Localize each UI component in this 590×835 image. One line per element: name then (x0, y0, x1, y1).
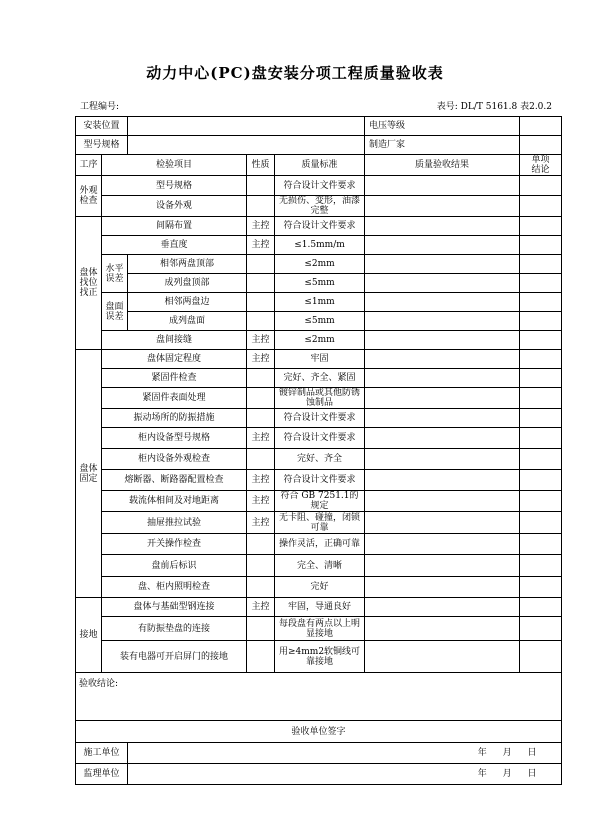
signature-row (76, 764, 562, 785)
result-cell[interactable] (365, 617, 520, 641)
table-row (76, 217, 562, 236)
standard-cell: 完好、齐全、紧固 (275, 369, 365, 388)
install-location-value[interactable] (128, 117, 365, 136)
nature-cell: 主控 (247, 236, 275, 255)
voltage-level-value[interactable] (520, 117, 562, 136)
col-result: 质量验收结果 (365, 155, 520, 176)
standard-cell: 符合设计文件要求 (275, 409, 365, 428)
construction-unit-date[interactable] (128, 743, 562, 764)
item-label: 紧固件检查 (102, 369, 247, 388)
standard-cell: 无卡阻、碰撞，闭锁可靠 (275, 512, 365, 534)
standard-cell: 镀锌制品或其他防锈蚀制品 (275, 388, 365, 409)
conclusion-cell[interactable] (520, 512, 562, 534)
group-surface-error: 盘面 误差 (102, 293, 128, 331)
conclusion-cell[interactable] (520, 409, 562, 428)
year-label: 年 (477, 769, 487, 779)
result-cell[interactable] (365, 534, 520, 555)
conclusion-cell[interactable] (520, 428, 562, 449)
item-label: 盘前后标识 (102, 555, 247, 577)
nature-cell (247, 176, 275, 196)
table-row (76, 428, 562, 449)
result-cell[interactable] (365, 598, 520, 617)
nature-cell (247, 293, 275, 312)
manufacturer-label: 制造厂家 (365, 136, 520, 155)
conclusion-cell[interactable] (520, 534, 562, 555)
result-cell[interactable] (365, 236, 520, 255)
group-horizontal-error: 水平 误差 (102, 255, 128, 293)
item-label: 柜内设备外观检查 (102, 449, 247, 470)
result-cell[interactable] (365, 388, 520, 409)
item-label: 装有电器可开启屏门的接地 (102, 641, 247, 673)
standard-cell: 符合 GB 7251.1的规定 (275, 491, 365, 512)
result-cell[interactable] (365, 555, 520, 577)
standard-cell: ≤5mm (275, 312, 365, 331)
col-process: 工序 (76, 155, 102, 176)
conclusion-cell[interactable] (520, 577, 562, 598)
item-label: 垂直度 (102, 236, 247, 255)
standard-cell: 符合设计文件要求 (275, 428, 365, 449)
conclusion-cell[interactable] (520, 641, 562, 673)
signature-row (76, 743, 562, 764)
col-nature: 性质 (247, 155, 275, 176)
result-cell[interactable] (365, 449, 520, 470)
nature-cell: 主控 (247, 350, 275, 369)
item-label: 开关操作检查 (102, 534, 247, 555)
page-title: 动力中心(PC)盘安装分项工程质量验收表 (146, 64, 444, 82)
standard-cell: ≤1mm (275, 293, 365, 312)
result-cell[interactable] (365, 512, 520, 534)
table-row (76, 512, 562, 534)
item-label: 熔断器、断路器配置检查 (102, 470, 247, 491)
signature-header-row (76, 721, 562, 743)
nature-cell: 主控 (247, 217, 275, 236)
nature-cell: 主控 (247, 491, 275, 512)
day-label: 日 (527, 748, 537, 758)
group-appearance: 外观 检查 (76, 176, 102, 217)
conclusion-cell[interactable] (520, 217, 562, 236)
group-alignment: 盘体 找位 找正 (76, 217, 102, 350)
quality-acceptance-table (75, 116, 562, 785)
item-label: 型号规格 (102, 176, 247, 196)
table-row (76, 369, 562, 388)
install-location-label: 安装位置 (76, 117, 128, 136)
table-row (76, 274, 562, 293)
result-cell[interactable] (365, 350, 520, 369)
conclusion-row (76, 673, 562, 721)
result-cell[interactable] (365, 293, 520, 312)
nature-cell: 主控 (247, 470, 275, 491)
conclusion-cell[interactable] (520, 196, 562, 217)
table-row (76, 577, 562, 598)
table-row (76, 236, 562, 255)
item-label: 间隔布置 (102, 217, 247, 236)
table-row (76, 598, 562, 617)
conclusion-cell[interactable] (520, 617, 562, 641)
standard-cell: ≤5mm (275, 274, 365, 293)
table-row (76, 331, 562, 350)
standard-cell: ≤1.5mm/m (275, 236, 365, 255)
signature-header: 验收单位签字 (76, 721, 562, 743)
nature-cell (247, 196, 275, 217)
table-row (76, 409, 562, 428)
table-row (76, 555, 562, 577)
table-row (76, 470, 562, 491)
standard-cell: ≤2mm (275, 331, 365, 350)
table-row (76, 293, 562, 312)
conclusion-cell[interactable] (520, 176, 562, 196)
group-grounding: 接地 (76, 598, 102, 673)
table-row (76, 449, 562, 470)
result-cell[interactable] (365, 217, 520, 236)
table-row (76, 255, 562, 274)
month-label: 月 (502, 769, 512, 779)
standard-cell: 牢固，导通良好 (275, 598, 365, 617)
day-label: 日 (527, 769, 537, 779)
item-label: 紧固件表面处理 (102, 388, 247, 409)
result-cell[interactable] (365, 331, 520, 350)
conclusion-cell[interactable] (520, 350, 562, 369)
result-cell[interactable] (365, 255, 520, 274)
conclusion-cell[interactable] (520, 312, 562, 331)
item-label: 有防振垫盘的连接 (102, 617, 247, 641)
result-cell[interactable] (365, 491, 520, 512)
conclusion-cell[interactable] (520, 491, 562, 512)
item-label: 成列盘顶部 (128, 274, 247, 293)
conclusion-cell[interactable] (520, 449, 562, 470)
conclusion-cell[interactable] (520, 255, 562, 274)
model-spec-label: 型号规格 (76, 136, 128, 155)
nature-cell: 主控 (247, 512, 275, 534)
col-conclusion: 单项 结论 (520, 155, 562, 176)
table-row (76, 534, 562, 555)
standard-cell: 用≥4mm2软铜线可靠接地 (275, 641, 365, 673)
item-label: 抽屉推拉试验 (102, 512, 247, 534)
nature-cell (247, 617, 275, 641)
conclusion-cell[interactable] (520, 598, 562, 617)
table-row (76, 312, 562, 331)
standard-cell: 无损伤、变形，油漆完整 (275, 196, 365, 217)
item-label: 盘、柜内照明检查 (102, 577, 247, 598)
nature-cell (247, 255, 275, 274)
result-cell[interactable] (365, 176, 520, 196)
nature-cell: 主控 (247, 331, 275, 350)
item-label: 设备外观 (102, 196, 247, 217)
result-cell[interactable] (365, 428, 520, 449)
nature-cell (247, 577, 275, 598)
standard-cell: 完全、清晰 (275, 555, 365, 577)
conclusion-cell[interactable] (520, 369, 562, 388)
result-cell[interactable] (365, 369, 520, 388)
conclusion-cell[interactable] (520, 331, 562, 350)
nature-cell (247, 534, 275, 555)
table-row (76, 350, 562, 369)
nature-cell (247, 369, 275, 388)
nature-cell: 主控 (247, 598, 275, 617)
model-spec-value[interactable] (128, 136, 365, 155)
nature-cell (247, 555, 275, 577)
info-row (76, 117, 562, 136)
col-inspection-item: 检验项目 (102, 155, 247, 176)
conclusion-cell[interactable] (520, 274, 562, 293)
item-label: 盘体与基础型钢连接 (102, 598, 247, 617)
conclusion-cell[interactable] (520, 293, 562, 312)
table-row (76, 641, 562, 673)
project-number-label: 工程编号: (80, 102, 120, 112)
table-row (76, 491, 562, 512)
result-cell[interactable] (365, 196, 520, 217)
item-label: 相邻两盘顶部 (128, 255, 247, 274)
result-cell[interactable] (365, 641, 520, 673)
standard-cell: 符合设计文件要求 (275, 176, 365, 196)
nature-cell (247, 409, 275, 428)
column-header-row (76, 155, 562, 176)
manufacturer-value[interactable] (520, 136, 562, 155)
item-label: 柜内设备型号规格 (102, 428, 247, 449)
item-label: 成列盘面 (128, 312, 247, 331)
conclusion-cell[interactable] (520, 236, 562, 255)
standard-cell: ≤2mm (275, 255, 365, 274)
year-label: 年 (477, 748, 487, 758)
nature-cell: 主控 (247, 428, 275, 449)
nature-cell (247, 388, 275, 409)
nature-cell (247, 641, 275, 673)
acceptance-conclusion-cell[interactable] (76, 673, 562, 721)
nature-cell (247, 312, 275, 331)
month-label: 月 (502, 748, 512, 758)
group-fixing: 盘体 固定 (76, 350, 102, 598)
info-row (76, 136, 562, 155)
col-quality-standard: 质量标准 (275, 155, 365, 176)
standard-cell: 符合设计文件要求 (275, 217, 365, 236)
voltage-level-label: 电压等级 (365, 117, 520, 136)
table-row (76, 617, 562, 641)
table-row (76, 388, 562, 409)
standard-cell: 完好、齐全 (275, 449, 365, 470)
item-label: 盘体固定程度 (102, 350, 247, 369)
nature-cell (247, 449, 275, 470)
result-cell[interactable] (365, 274, 520, 293)
acceptance-conclusion-label: 验收结论: (79, 679, 119, 689)
table-row (76, 196, 562, 217)
table-number: 表号: DL/T 5161.8 表2.0.2 (436, 102, 552, 112)
standard-cell: 操作灵活，正确可靠 (275, 534, 365, 555)
item-label: 振动场所的防振措施 (102, 409, 247, 428)
standard-cell: 完好 (275, 577, 365, 598)
standard-cell: 每段盘有两点以上明显接地 (275, 617, 365, 641)
standard-cell: 牢固 (275, 350, 365, 369)
construction-unit-label: 施工单位 (76, 743, 128, 764)
table-row (76, 176, 562, 196)
item-label: 盘间接缝 (102, 331, 247, 350)
item-label: 载流体相间及对地距离 (102, 491, 247, 512)
result-cell[interactable] (365, 409, 520, 428)
result-cell[interactable] (365, 577, 520, 598)
result-cell[interactable] (365, 470, 520, 491)
result-cell[interactable] (365, 312, 520, 331)
supervision-unit-date[interactable] (128, 764, 562, 785)
standard-cell: 符合设计文件要求 (275, 470, 365, 491)
conclusion-cell[interactable] (520, 470, 562, 491)
supervision-unit-label: 监理单位 (76, 764, 128, 785)
nature-cell (247, 274, 275, 293)
conclusion-cell[interactable] (520, 555, 562, 577)
conclusion-cell[interactable] (520, 388, 562, 409)
item-label: 相邻两盘边 (128, 293, 247, 312)
